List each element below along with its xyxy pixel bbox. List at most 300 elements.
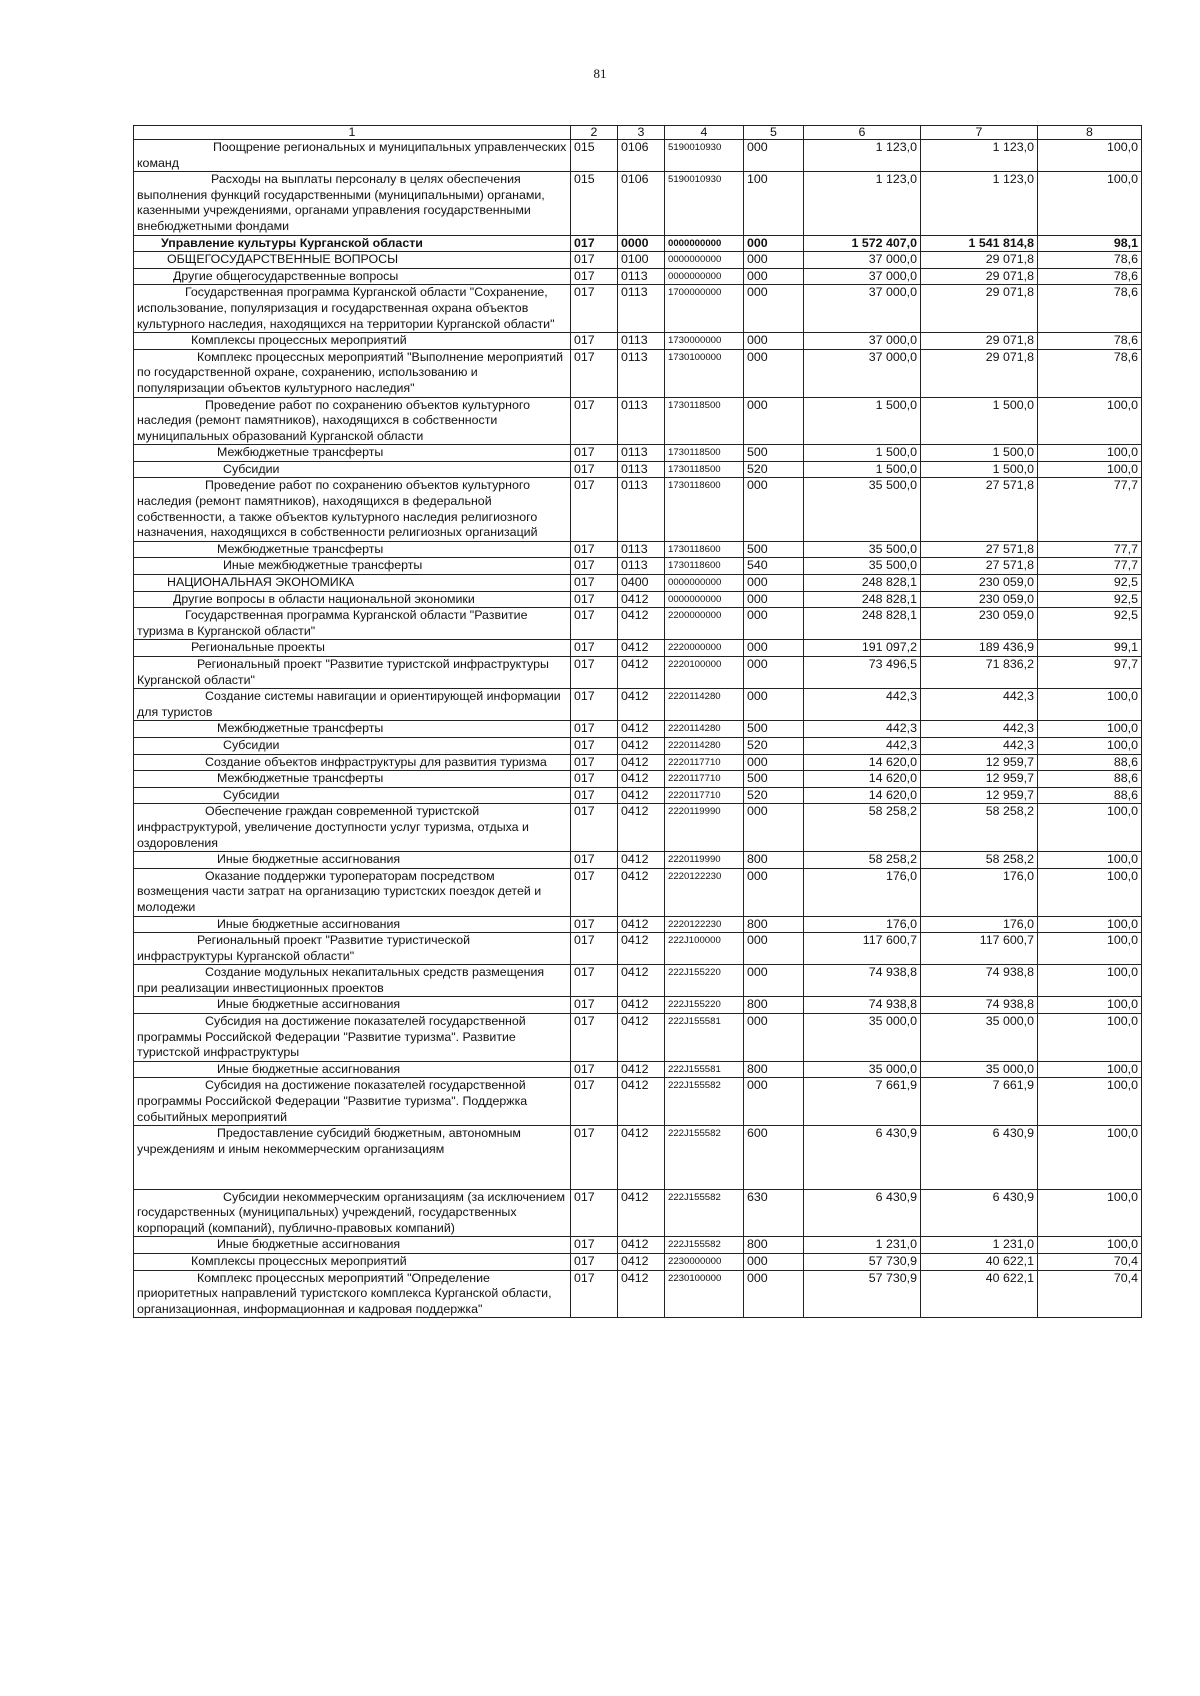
expense-type-cell: 500 bbox=[744, 541, 804, 558]
item-name: ОБЩЕГОСУДАРСТВЕННЫЕ ВОПРОСЫ bbox=[167, 252, 399, 267]
executed-amount-cell: 58 258,2 bbox=[921, 804, 1038, 852]
target-article-cell: 1730100000 bbox=[665, 349, 744, 397]
plan-amount-cell: 6 430,9 bbox=[804, 1189, 921, 1237]
item-name: Региональный проект "Развитие туристической инфраструктуры Курганской области" bbox=[137, 933, 471, 963]
page-number: 81 bbox=[593, 66, 607, 81]
item-name-cell bbox=[134, 285, 571, 333]
plan-amount-cell: 176,0 bbox=[804, 916, 921, 933]
section-code-cell: 0412 bbox=[618, 1078, 665, 1126]
percent-cell: 100,0 bbox=[1038, 689, 1142, 721]
item-name: Другие общегосударственные вопросы bbox=[173, 268, 399, 283]
table-row bbox=[134, 235, 1142, 252]
section-code-cell: 0106 bbox=[618, 172, 665, 235]
item-name: Комплексы процессных мероприятий bbox=[191, 1253, 407, 1268]
percent-cell: 100,0 bbox=[1038, 1078, 1142, 1126]
plan-amount-cell: 1 572 407,0 bbox=[804, 235, 921, 252]
item-name: Межбюджетные трансферты bbox=[217, 771, 384, 786]
percent-cell: 70,4 bbox=[1038, 1253, 1142, 1270]
percent-cell: 77,7 bbox=[1038, 541, 1142, 558]
executed-amount-cell: 27 571,8 bbox=[921, 541, 1038, 558]
plan-amount-cell: 37 000,0 bbox=[804, 333, 921, 350]
item-name-cell bbox=[134, 558, 571, 575]
target-article-cell: 2220114280 bbox=[665, 689, 744, 721]
table-row bbox=[134, 997, 1142, 1014]
plan-amount-cell: 74 938,8 bbox=[804, 965, 921, 997]
column-header: 4 bbox=[665, 126, 744, 140]
target-article-cell: 0000000000 bbox=[665, 235, 744, 252]
column-header: 3 bbox=[618, 126, 665, 140]
admin-code-cell: 017 bbox=[571, 640, 618, 657]
expense-type-cell: 520 bbox=[744, 461, 804, 478]
admin-code-cell: 017 bbox=[571, 852, 618, 869]
executed-amount-cell: 176,0 bbox=[921, 916, 1038, 933]
item-name-cell bbox=[134, 868, 571, 916]
section-code-cell: 0412 bbox=[618, 1270, 665, 1318]
item-name-cell bbox=[134, 591, 571, 608]
column-header: 8 bbox=[1038, 126, 1142, 140]
admin-code-cell: 017 bbox=[571, 1237, 618, 1254]
admin-code-cell: 017 bbox=[571, 445, 618, 462]
percent-cell: 100,0 bbox=[1038, 140, 1142, 172]
table-row bbox=[134, 787, 1142, 804]
admin-code-cell: 017 bbox=[571, 1061, 618, 1078]
executed-amount-cell: 1 500,0 bbox=[921, 397, 1038, 445]
executed-amount-cell: 1 123,0 bbox=[921, 140, 1038, 172]
item-name-cell bbox=[134, 268, 571, 285]
expense-type-cell: 800 bbox=[744, 916, 804, 933]
plan-amount-cell: 35 500,0 bbox=[804, 478, 921, 541]
table-row bbox=[134, 252, 1142, 269]
expense-type-cell: 000 bbox=[744, 1270, 804, 1318]
admin-code-cell: 017 bbox=[571, 868, 618, 916]
executed-amount-cell: 12 959,7 bbox=[921, 754, 1038, 771]
item-name-cell bbox=[134, 445, 571, 462]
percent-cell: 77,7 bbox=[1038, 478, 1142, 541]
admin-code-cell: 017 bbox=[571, 689, 618, 721]
table-row bbox=[134, 268, 1142, 285]
executed-amount-cell: 1 123,0 bbox=[921, 172, 1038, 235]
section-code-cell: 0412 bbox=[618, 737, 665, 754]
executed-amount-cell: 74 938,8 bbox=[921, 965, 1038, 997]
plan-amount-cell: 248 828,1 bbox=[804, 608, 921, 640]
section-code-cell: 0000 bbox=[618, 235, 665, 252]
target-article-cell: 5190010930 bbox=[665, 140, 744, 172]
table-row bbox=[134, 737, 1142, 754]
column-header: 5 bbox=[744, 126, 804, 140]
section-code-cell: 0412 bbox=[618, 916, 665, 933]
table-row bbox=[134, 558, 1142, 575]
admin-code-cell: 015 bbox=[571, 172, 618, 235]
item-name-cell bbox=[134, 997, 571, 1014]
admin-code-cell: 017 bbox=[571, 1253, 618, 1270]
plan-amount-cell: 35 000,0 bbox=[804, 1014, 921, 1062]
expense-type-cell: 800 bbox=[744, 1061, 804, 1078]
plan-amount-cell: 248 828,1 bbox=[804, 575, 921, 592]
expense-type-cell: 000 bbox=[744, 754, 804, 771]
item-name: Иные бюджетные ассигнования bbox=[217, 1061, 401, 1076]
target-article-cell: 1730118500 bbox=[665, 397, 744, 445]
executed-amount-cell: 74 938,8 bbox=[921, 997, 1038, 1014]
percent-cell: 88,6 bbox=[1038, 787, 1142, 804]
table-row bbox=[134, 397, 1142, 445]
expense-type-cell: 000 bbox=[744, 933, 804, 965]
item-name: Субсидии bbox=[223, 461, 280, 476]
item-name: Межбюджетные трансферты bbox=[217, 721, 384, 736]
plan-amount-cell: 74 938,8 bbox=[804, 997, 921, 1014]
section-code-cell: 0412 bbox=[618, 965, 665, 997]
table-row bbox=[134, 1270, 1142, 1318]
admin-code-cell: 015 bbox=[571, 140, 618, 172]
target-article-cell: 0000000000 bbox=[665, 252, 744, 269]
item-name: Создание объектов инфраструктуры для развития туризма bbox=[205, 754, 547, 769]
table-row bbox=[134, 445, 1142, 462]
plan-amount-cell: 442,3 bbox=[804, 689, 921, 721]
plan-amount-cell: 37 000,0 bbox=[804, 349, 921, 397]
item-name-cell bbox=[134, 754, 571, 771]
section-code-cell: 0412 bbox=[618, 1061, 665, 1078]
plan-amount-cell: 1 123,0 bbox=[804, 172, 921, 235]
item-name-cell bbox=[134, 235, 571, 252]
executed-amount-cell: 1 541 814,8 bbox=[921, 235, 1038, 252]
target-article-cell: 2220119990 bbox=[665, 852, 744, 869]
item-name-cell bbox=[134, 1270, 571, 1318]
table-row bbox=[134, 172, 1142, 235]
expense-type-cell: 000 bbox=[744, 657, 804, 689]
section-code-cell: 0412 bbox=[618, 754, 665, 771]
admin-code-cell: 017 bbox=[571, 657, 618, 689]
section-code-cell: 0106 bbox=[618, 140, 665, 172]
expense-type-cell: 000 bbox=[744, 689, 804, 721]
table-row bbox=[134, 916, 1142, 933]
item-name: Субсидии некоммерческим организациям (за исключением государственных (муниципальных) учреждений, государственных корпораций (компаний), публично-правовых компаний) bbox=[137, 1189, 565, 1235]
percent-cell: 77,7 bbox=[1038, 558, 1142, 575]
executed-amount-cell: 7 661,9 bbox=[921, 1078, 1038, 1126]
plan-amount-cell: 117 600,7 bbox=[804, 933, 921, 965]
executed-amount-cell: 442,3 bbox=[921, 737, 1038, 754]
target-article-cell: 222J155581 bbox=[665, 1014, 744, 1062]
admin-code-cell: 017 bbox=[571, 965, 618, 997]
item-name: Оказание поддержки туроператорам посредством возмещения части затрат на организацию туристских поездок детей и молодежи bbox=[137, 868, 542, 914]
item-name-cell bbox=[134, 852, 571, 869]
expense-type-cell: 000 bbox=[744, 252, 804, 269]
target-article-cell: 2230100000 bbox=[665, 1270, 744, 1318]
plan-amount-cell: 191 097,2 bbox=[804, 640, 921, 657]
admin-code-cell: 017 bbox=[571, 771, 618, 788]
item-name: Другие вопросы в области национальной экономики bbox=[173, 591, 475, 606]
item-name-cell bbox=[134, 1126, 571, 1189]
expense-type-cell: 000 bbox=[744, 1014, 804, 1062]
expense-type-cell: 500 bbox=[744, 721, 804, 738]
item-name: Комплекс процессных мероприятий "Выполнение мероприятий по государственной охране, сохранению, использованию и популяризации объектов культурного наследия" bbox=[137, 349, 564, 395]
admin-code-cell: 017 bbox=[571, 608, 618, 640]
table-row bbox=[134, 1237, 1142, 1254]
target-article-cell: 222J155220 bbox=[665, 997, 744, 1014]
item-name: Обеспечение граждан современной туристской инфраструктурой, увеличение доступности услуг туризма, отдыха и оздоровления bbox=[137, 804, 529, 850]
section-code-cell: 0113 bbox=[618, 478, 665, 541]
section-code-cell: 0412 bbox=[618, 852, 665, 869]
plan-amount-cell: 1 123,0 bbox=[804, 140, 921, 172]
target-article-cell: 1730118600 bbox=[665, 558, 744, 575]
expense-type-cell: 000 bbox=[744, 397, 804, 445]
admin-code-cell: 017 bbox=[571, 478, 618, 541]
target-article-cell: 2220122230 bbox=[665, 916, 744, 933]
plan-amount-cell: 37 000,0 bbox=[804, 285, 921, 333]
executed-amount-cell: 230 059,0 bbox=[921, 575, 1038, 592]
admin-code-cell: 017 bbox=[571, 252, 618, 269]
executed-amount-cell: 442,3 bbox=[921, 689, 1038, 721]
percent-cell: 100,0 bbox=[1038, 1061, 1142, 1078]
table-row bbox=[134, 965, 1142, 997]
target-article-cell: 222J155581 bbox=[665, 1061, 744, 1078]
section-code-cell: 0412 bbox=[618, 640, 665, 657]
plan-amount-cell: 35 500,0 bbox=[804, 558, 921, 575]
section-code-cell: 0412 bbox=[618, 933, 665, 965]
column-number-row bbox=[134, 126, 1142, 140]
expense-type-cell: 000 bbox=[744, 268, 804, 285]
section-code-cell: 0412 bbox=[618, 608, 665, 640]
item-name: Иные бюджетные ассигнования bbox=[217, 852, 401, 867]
table-row bbox=[134, 754, 1142, 771]
table-row bbox=[134, 349, 1142, 397]
executed-amount-cell: 230 059,0 bbox=[921, 591, 1038, 608]
expense-type-cell: 630 bbox=[744, 1189, 804, 1237]
target-article-cell: 2220117710 bbox=[665, 787, 744, 804]
executed-amount-cell: 29 071,8 bbox=[921, 349, 1038, 397]
plan-amount-cell: 37 000,0 bbox=[804, 268, 921, 285]
admin-code-cell: 017 bbox=[571, 721, 618, 738]
executed-amount-cell: 27 571,8 bbox=[921, 478, 1038, 541]
admin-code-cell: 017 bbox=[571, 541, 618, 558]
executed-amount-cell: 442,3 bbox=[921, 721, 1038, 738]
executed-amount-cell: 1 231,0 bbox=[921, 1237, 1038, 1254]
expense-type-cell: 600 bbox=[744, 1126, 804, 1189]
percent-cell: 100,0 bbox=[1038, 916, 1142, 933]
item-name-cell bbox=[134, 349, 571, 397]
section-code-cell: 0412 bbox=[618, 689, 665, 721]
expense-type-cell: 000 bbox=[744, 608, 804, 640]
admin-code-cell: 017 bbox=[571, 916, 618, 933]
plan-amount-cell: 57 730,9 bbox=[804, 1270, 921, 1318]
executed-amount-cell: 27 571,8 bbox=[921, 558, 1038, 575]
section-code-cell: 0412 bbox=[618, 787, 665, 804]
item-name-cell bbox=[134, 1253, 571, 1270]
percent-cell: 99,1 bbox=[1038, 640, 1142, 657]
expense-type-cell: 520 bbox=[744, 787, 804, 804]
section-code-cell: 0412 bbox=[618, 997, 665, 1014]
percent-cell: 100,0 bbox=[1038, 445, 1142, 462]
plan-amount-cell: 58 258,2 bbox=[804, 804, 921, 852]
expense-type-cell: 000 bbox=[744, 868, 804, 916]
item-name: Поощрение региональных и муниципальных управленческих команд bbox=[137, 140, 567, 170]
item-name-cell bbox=[134, 689, 571, 721]
expense-type-cell: 000 bbox=[744, 1078, 804, 1126]
section-code-cell: 0113 bbox=[618, 333, 665, 350]
item-name-cell bbox=[134, 1061, 571, 1078]
table-row bbox=[134, 868, 1142, 916]
item-name-cell bbox=[134, 965, 571, 997]
target-article-cell: 2200000000 bbox=[665, 608, 744, 640]
item-name: НАЦИОНАЛЬНАЯ ЭКОНОМИКА bbox=[167, 575, 355, 590]
expense-type-cell: 000 bbox=[744, 575, 804, 592]
executed-amount-cell: 71 836,2 bbox=[921, 657, 1038, 689]
item-name: Иные бюджетные ассигнования bbox=[217, 916, 401, 931]
admin-code-cell: 017 bbox=[571, 461, 618, 478]
executed-amount-cell: 29 071,8 bbox=[921, 285, 1038, 333]
table-row bbox=[134, 333, 1142, 350]
item-name: Субсидии bbox=[223, 737, 280, 752]
admin-code-cell: 017 bbox=[571, 804, 618, 852]
table-row bbox=[134, 804, 1142, 852]
plan-amount-cell: 1 231,0 bbox=[804, 1237, 921, 1254]
section-code-cell: 0400 bbox=[618, 575, 665, 592]
percent-cell: 88,6 bbox=[1038, 754, 1142, 771]
target-article-cell: 2220100000 bbox=[665, 657, 744, 689]
target-article-cell: 1730118500 bbox=[665, 461, 744, 478]
section-code-cell: 0113 bbox=[618, 558, 665, 575]
budget-body bbox=[134, 126, 1142, 1318]
column-header: 7 bbox=[921, 126, 1038, 140]
table-row bbox=[134, 541, 1142, 558]
executed-amount-cell: 35 000,0 bbox=[921, 1061, 1038, 1078]
target-article-cell: 2220122230 bbox=[665, 868, 744, 916]
item-name-cell bbox=[134, 771, 571, 788]
expense-type-cell: 800 bbox=[744, 852, 804, 869]
item-name-cell bbox=[134, 657, 571, 689]
target-article-cell: 2220114280 bbox=[665, 737, 744, 754]
executed-amount-cell: 6 430,9 bbox=[921, 1126, 1038, 1189]
admin-code-cell: 017 bbox=[571, 558, 618, 575]
table-row bbox=[134, 1078, 1142, 1126]
section-code-cell: 0412 bbox=[618, 1253, 665, 1270]
item-name-cell bbox=[134, 1189, 571, 1237]
admin-code-cell: 017 bbox=[571, 333, 618, 350]
table-row bbox=[134, 461, 1142, 478]
executed-amount-cell: 29 071,8 bbox=[921, 268, 1038, 285]
section-code-cell: 0113 bbox=[618, 349, 665, 397]
item-name: Создание системы навигации и ориентирующей информации для туристов bbox=[137, 689, 561, 719]
plan-amount-cell: 6 430,9 bbox=[804, 1126, 921, 1189]
item-name: Создание модульных некапитальных средств размещения при реализации инвестиционных проектов bbox=[137, 965, 545, 995]
section-code-cell: 0412 bbox=[618, 1014, 665, 1062]
table-row bbox=[134, 575, 1142, 592]
table-row bbox=[134, 933, 1142, 965]
plan-amount-cell: 58 258,2 bbox=[804, 852, 921, 869]
executed-amount-cell: 1 500,0 bbox=[921, 445, 1038, 462]
item-name-cell bbox=[134, 933, 571, 965]
expense-type-cell: 000 bbox=[744, 349, 804, 397]
expense-type-cell: 000 bbox=[744, 140, 804, 172]
percent-cell: 100,0 bbox=[1038, 804, 1142, 852]
plan-amount-cell: 1 500,0 bbox=[804, 445, 921, 462]
section-code-cell: 0113 bbox=[618, 541, 665, 558]
table-row bbox=[134, 1189, 1142, 1237]
expense-type-cell: 100 bbox=[744, 172, 804, 235]
item-name-cell bbox=[134, 737, 571, 754]
executed-amount-cell: 12 959,7 bbox=[921, 771, 1038, 788]
target-article-cell: 222J155582 bbox=[665, 1237, 744, 1254]
item-name-cell bbox=[134, 461, 571, 478]
item-name: Региональные проекты bbox=[191, 640, 325, 655]
budget-table bbox=[133, 125, 1142, 1318]
item-name: Субсидия на достижение показателей государственной программы Российской Федерации "Развитие туризма". Развитие туристской инфраструктуры bbox=[137, 1014, 526, 1060]
admin-code-cell: 017 bbox=[571, 737, 618, 754]
section-code-cell: 0412 bbox=[618, 1126, 665, 1189]
table-row bbox=[134, 591, 1142, 608]
expense-type-cell: 800 bbox=[744, 997, 804, 1014]
section-code-cell: 0113 bbox=[618, 397, 665, 445]
executed-amount-cell: 40 622,1 bbox=[921, 1253, 1038, 1270]
percent-cell: 78,6 bbox=[1038, 333, 1142, 350]
expense-type-cell: 520 bbox=[744, 737, 804, 754]
target-article-cell: 0000000000 bbox=[665, 575, 744, 592]
target-article-cell: 1700000000 bbox=[665, 285, 744, 333]
item-name-cell bbox=[134, 608, 571, 640]
admin-code-cell: 017 bbox=[571, 1078, 618, 1126]
percent-cell: 100,0 bbox=[1038, 737, 1142, 754]
expense-type-cell: 540 bbox=[744, 558, 804, 575]
percent-cell: 78,6 bbox=[1038, 252, 1142, 269]
section-code-cell: 0412 bbox=[618, 1237, 665, 1254]
item-name: Межбюджетные трансферты bbox=[217, 541, 384, 556]
item-name-cell bbox=[134, 333, 571, 350]
plan-amount-cell: 35 000,0 bbox=[804, 1061, 921, 1078]
target-article-cell: 2230000000 bbox=[665, 1253, 744, 1270]
admin-code-cell: 017 bbox=[571, 1126, 618, 1189]
percent-cell: 88,6 bbox=[1038, 771, 1142, 788]
target-article-cell: 1730118600 bbox=[665, 541, 744, 558]
section-code-cell: 0412 bbox=[618, 657, 665, 689]
admin-code-cell: 017 bbox=[571, 787, 618, 804]
item-name: Межбюджетные трансферты bbox=[217, 445, 384, 460]
expense-type-cell: 000 bbox=[744, 965, 804, 997]
item-name-cell bbox=[134, 1078, 571, 1126]
plan-amount-cell: 14 620,0 bbox=[804, 754, 921, 771]
table-row bbox=[134, 689, 1142, 721]
percent-cell: 100,0 bbox=[1038, 1189, 1142, 1237]
section-code-cell: 0412 bbox=[618, 591, 665, 608]
percent-cell: 100,0 bbox=[1038, 461, 1142, 478]
percent-cell: 92,5 bbox=[1038, 608, 1142, 640]
percent-cell: 100,0 bbox=[1038, 1126, 1142, 1189]
plan-amount-cell: 14 620,0 bbox=[804, 787, 921, 804]
expense-type-cell: 000 bbox=[744, 285, 804, 333]
expense-type-cell: 000 bbox=[744, 640, 804, 657]
admin-code-cell: 017 bbox=[571, 591, 618, 608]
expense-type-cell: 000 bbox=[744, 1253, 804, 1270]
plan-amount-cell: 35 500,0 bbox=[804, 541, 921, 558]
item-name-cell bbox=[134, 787, 571, 804]
column-header: 1 bbox=[134, 126, 571, 140]
executed-amount-cell: 117 600,7 bbox=[921, 933, 1038, 965]
table-row bbox=[134, 608, 1142, 640]
admin-code-cell: 017 bbox=[571, 349, 618, 397]
executed-amount-cell: 40 622,1 bbox=[921, 1270, 1038, 1318]
percent-cell: 100,0 bbox=[1038, 868, 1142, 916]
item-name: Иные бюджетные ассигнования bbox=[217, 1237, 401, 1252]
percent-cell: 78,6 bbox=[1038, 268, 1142, 285]
admin-code-cell: 017 bbox=[571, 997, 618, 1014]
item-name: Комплекс процессных мероприятий "Определение приоритетных направлений туристского комплекса Курганской области, организационная, информационная и кадровая поддержка" bbox=[137, 1270, 552, 1316]
percent-cell: 100,0 bbox=[1038, 965, 1142, 997]
item-name: Субсидии bbox=[223, 787, 280, 802]
expense-type-cell: 500 bbox=[744, 771, 804, 788]
percent-cell: 98,1 bbox=[1038, 235, 1142, 252]
item-name-cell bbox=[134, 541, 571, 558]
item-name: Иные межбюджетные трансферты bbox=[223, 558, 423, 573]
plan-amount-cell: 1 500,0 bbox=[804, 461, 921, 478]
admin-code-cell: 017 bbox=[571, 754, 618, 771]
executed-amount-cell: 1 500,0 bbox=[921, 461, 1038, 478]
